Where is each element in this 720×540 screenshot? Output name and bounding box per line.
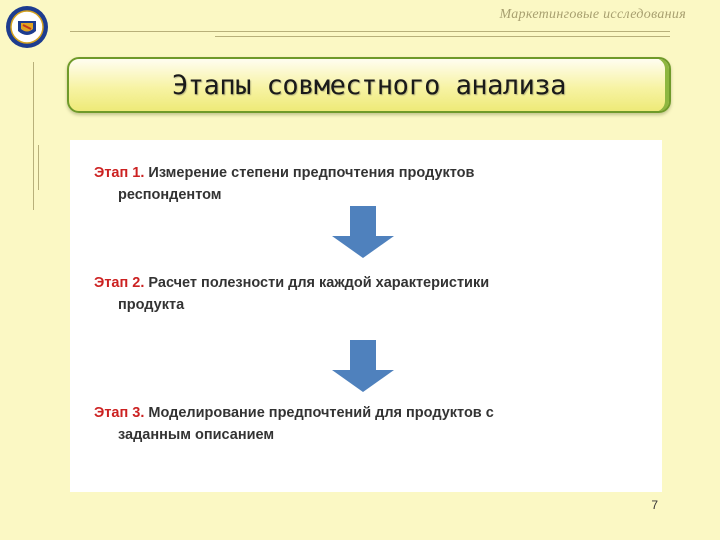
university-emblem-icon	[4, 4, 50, 50]
page-number: 7	[651, 498, 658, 512]
header-title: Маркетинговые исследования	[499, 7, 686, 22]
stage-1	[94, 162, 614, 206]
stage-1-text: Измерение степени предпочтения продуктов	[148, 165, 475, 181]
header-divider	[70, 31, 670, 32]
stage-3-text-continued: заданным описанием	[118, 427, 275, 443]
header-divider-lower	[215, 36, 670, 37]
stage-2-text-continued: продукта	[118, 297, 185, 313]
stage-3-label: Этап 3.	[94, 405, 145, 421]
stage-3-text: Моделирование предпочтений для продуктов с	[148, 405, 494, 421]
stage-2	[94, 272, 614, 316]
down-arrow-icon	[322, 206, 402, 258]
stage-2-text: Расчет полезности для каждой характеристики	[148, 275, 490, 291]
stage-2-label: Этап 2.	[94, 275, 145, 291]
slide-title: Этапы совместного анализа	[172, 69, 566, 101]
slide-title-box	[67, 57, 671, 113]
stage-1-label: Этап 1.	[94, 165, 145, 181]
stage-1-text-continued: респондентом	[118, 187, 222, 203]
down-arrow-icon	[322, 340, 402, 392]
left-margin-line-short	[38, 145, 39, 190]
content-panel	[70, 140, 662, 492]
stage-3	[94, 402, 614, 446]
left-margin-line	[33, 62, 34, 210]
